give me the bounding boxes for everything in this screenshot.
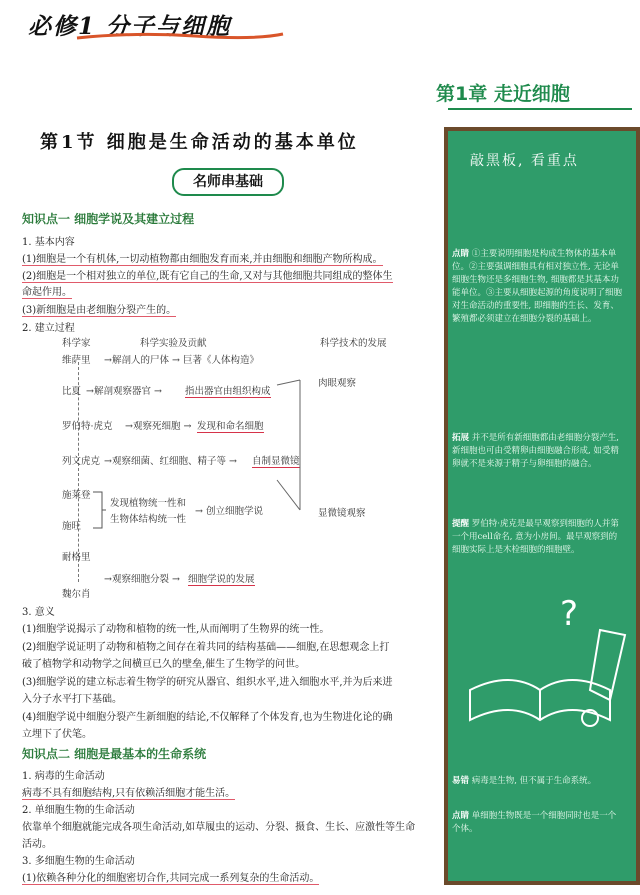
scientist-name: 比夏 <box>62 386 82 397</box>
note-tag: 拓展 <box>452 433 470 443</box>
basic-item: (3)新细胞是由老细胞分裂产生的。 <box>22 301 176 317</box>
basic-item: 命起作用。 <box>22 283 72 299</box>
tech-label: 肉眼观察 <box>318 378 357 389</box>
contribution-text: →观察细胞分裂 → <box>104 574 180 585</box>
note-text: 罗伯特·虎克是最早观察到细胞的人并第一个用cell命名, 意为小房间。最早观察到的细胞实际上是木栓细胞的细胞壁。 <box>452 519 619 555</box>
board-note <box>452 775 622 788</box>
meaning-heading: 3. 意义 <box>22 607 55 618</box>
note-text: 并不是所有新细胞都由老细胞分裂产生, 新细胞也可由受精卵由细胞融合形成, 如受精卵就不是来源于精子与卵细胞的融合。 <box>452 433 619 469</box>
board-note <box>452 518 622 557</box>
scientist-name: 罗伯特·虎克 <box>62 421 113 432</box>
contribution-text: →观察细菌、红细胞、精子等 → <box>104 456 237 467</box>
board-note <box>452 810 622 836</box>
meaning-item: 入分子水平打下基础。 <box>22 694 122 705</box>
life-item: (1)依赖各种分化的细胞密切合作,共同完成一系列复杂的生命活动。 <box>22 869 319 885</box>
contribution-highlight: 自制显微镜 <box>252 453 300 468</box>
tech-bracket <box>275 360 315 530</box>
kp2-title: 知识点二 细胞是最基本的生命系统 <box>22 747 207 761</box>
brush-stroke-decoration <box>75 30 285 42</box>
note-tag: 易错 <box>452 776 470 786</box>
contribution-highlight: 发现和命名细胞 <box>197 418 264 433</box>
life-item: 依靠单个细胞就能完成各项生命活动,如草履虫的运动、分裂、摄食、生长、应激性等生命 <box>22 822 416 833</box>
blackboard <box>444 127 640 885</box>
book-pencil-illustration <box>460 590 630 740</box>
chapter-title: 第1章 走近细胞 <box>436 76 640 108</box>
contribution-text: →解剖人的尸体 → 巨著《人体构造》 <box>104 355 259 366</box>
scientist-name: 耐格里 <box>62 552 91 563</box>
book-title: 必修1 分子与细胞 <box>28 13 232 40</box>
kp1-title: 知识点一 细胞学说及其建立过程 <box>22 212 195 226</box>
basic-item: (1)细胞是一个有机体,一切动植物都由细胞发育而来,并由细胞和细胞产物所构成。 <box>22 250 383 266</box>
life-item: 3. 多细胞生物的生命活动 <box>22 856 135 867</box>
life-item: 活动。 <box>22 839 52 850</box>
schleiden-line-2: 生物体结构统一性 <box>110 514 187 525</box>
meaning-item: 破了植物学和动物学之间横亘已久的壁垒,催生了生物学的问世。 <box>22 659 306 670</box>
chapter-rule <box>448 108 632 110</box>
board-note <box>452 248 622 326</box>
life-item: 2. 单细胞生物的生命活动 <box>22 805 135 816</box>
meaning-item: (3)细胞学说的建立标志着生物学的研究从器官、组织水平,进入细胞水平,并为后来进 <box>22 677 393 688</box>
note-tag: 点睛 <box>452 249 470 259</box>
svg-text:?: ? <box>560 594 579 634</box>
contribution-text: →观察死细胞 → <box>125 421 192 432</box>
meaning-item: (2)细胞学说证明了动物和植物之间存在着共同的结构基础——细胞,在思想观念上打 <box>22 642 390 653</box>
contribution-text: →解剖观察器官 → <box>86 386 162 397</box>
scientist-name: 施旺 <box>62 521 82 532</box>
col-scientist: 科学家 <box>62 338 91 349</box>
col-technology: 科学技术的发展 <box>320 338 387 349</box>
note-tag: 提醒 <box>452 519 470 529</box>
life-item: 病毒不具有细胞结构,只有依赖活细胞才能生活。 <box>22 784 235 800</box>
tech-label: 显微镜观察 <box>318 508 366 519</box>
meaning-item: (4)细胞学说中细胞分裂产生新细胞的结论,不仅解释了个体发育,也为生物进化论的确 <box>22 712 393 723</box>
note-tag: 点睛 <box>452 811 470 821</box>
basic-item: (2)细胞是一个相对独立的单位,既有它自己的生命,又对与其他细胞共同组成的整体生 <box>22 267 393 283</box>
life-item: 1. 病毒的生命活动 <box>22 771 105 782</box>
scientist-name: 魏尔肖 <box>62 589 91 600</box>
bracket <box>92 490 106 530</box>
col-contribution: 科学实验及贡献 <box>140 338 207 349</box>
contribution-highlight: 指出器官由组织构成 <box>185 383 271 398</box>
note-text: 单细胞生物既是一个细胞同时也是一个个体。 <box>452 811 617 834</box>
section-title: 第1节 细胞是生命活动的基本单位 <box>40 132 359 153</box>
meaning-item: 立埋下了伏笔。 <box>22 729 92 740</box>
meaning-item: (1)细胞学说揭示了动物和植物的统一性,从而阐明了生物界的统一性。 <box>22 624 330 635</box>
scientist-name: 维萨里 <box>62 355 91 366</box>
schleiden-result: → 创立细胞学说 <box>195 506 263 517</box>
board-note <box>452 432 622 471</box>
process-heading: 2. 建立过程 <box>22 323 75 334</box>
basic-heading: 1. 基本内容 <box>22 237 75 248</box>
note-text: ①主要说明细胞是构成生物体的基本单位。②主要强调细胞具有相对独立性, 无论单细胞生物还是多细胞生物, 细胞都是其基本功能单位。③主要从细胞起源的角度说明了细胞对生命活动的重要性, 即细胞的生长、发育、繁殖都必须建立在细胞分裂的基础上。 <box>452 249 623 324</box>
schleiden-line-1: 发现植物统一性和 <box>110 498 187 509</box>
scientist-name: 列文虎克 <box>62 456 101 467</box>
note-text: 病毒是生物, 但不属于生命系统。 <box>471 776 597 786</box>
banner-label: 名师串基础 <box>172 168 284 196</box>
board-title: 敲黑板, 看重点 <box>470 153 579 169</box>
contribution-highlight: 细胞学说的发展 <box>188 571 255 586</box>
scientist-name: 施莱登 <box>62 490 91 501</box>
